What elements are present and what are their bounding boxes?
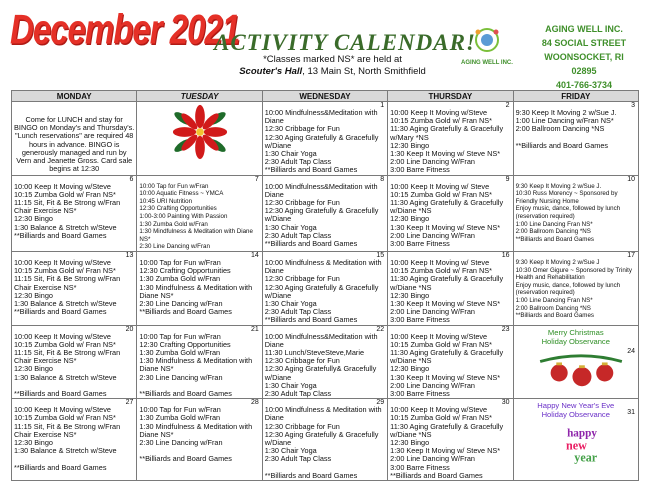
day-activities: 10:00 Mindfulness&Meditation with Diane 11:30 Lunch/SteveSteve,Marie 12:30 Cribbage for Fun 12:30 Aging Gratefully& Gracefully w/Diane 1:30 Chair Yoga 2:30 Adult Tap Class: [264, 331, 378, 399]
day-cell: [513, 175, 638, 251]
day-activities: 9:30 Keep It Moving 2 w/Sue J 10:30 Omer Gigure ~ Sponsored by Trinity Health and Rehabilitation Enjoy music, dance, followed by lunch (reservation required) 1:00 Line Dancing Fran NS* 2:00 Ballroom Dancing *NS **Billiards and Board Games: [515, 258, 632, 320]
day-header-thursday: THURSDAY: [388, 91, 513, 102]
day-cell: [513, 102, 638, 176]
day-number: 31: [627, 409, 635, 417]
day-cell: [12, 175, 137, 251]
svg-text:new: new: [565, 438, 587, 453]
day-number: 6: [129, 175, 134, 183]
day-number: 8: [380, 175, 385, 183]
day-cell: [137, 175, 262, 251]
logo-text: AGING WELL INC.: [461, 60, 513, 66]
new-year-observance-label: Holiday Observance: [541, 410, 610, 420]
day-number: 2: [505, 102, 510, 109]
day-activities: 10:00 Mindfulness & Meditation with Diane 12:30 Cribbage for Fun 12:30 Aging Gratefully & Gracefully w/Diane 1:30 Chair Yoga 2:30 Adult Tap Class **Billiards and Board Games: [264, 405, 382, 480]
day-cell: [262, 102, 387, 176]
day-activities: 10:00 Keep It Moving w/Steve 10:15 Zumba Gold w/ Fran NS* 11:15 Sit, Fit & Be Strong w/Fran Chair Exercise NS* 12:30 Bingo 1:30 Balance & Stretch w/Steve **Billiards and Board Games: [14, 405, 121, 472]
org-city: WOONSOCKET, RI: [544, 52, 624, 62]
day-number: 14: [250, 251, 259, 259]
day-cell: [137, 251, 262, 325]
day-activities: 10:00 Keep It Moving w/Steve 10:15 Zumba Gold w/ Fran NS* 11:30 Aging Gratefully & Gracefully w/Diane *NS 12:30 Bingo 1:30 Keep It Moving w/ Steve NS* 2:00 Line Dancing W/Fran 3:00 Barre Fitness **Billiards and Board Games: [390, 405, 504, 480]
day-number: 21: [250, 325, 259, 333]
day-activities: 9:30 Keep It Moving 2 w/Sue J. 10:30 Russ Morency ~ Sponsored by Friendly Nursing Home Enjoy music, dance, followed by lunch (reservation required) 1:00 Line Dancing Fran NS* 2:00 Ballroom Dancing *NS **Billiards and Board Games: [515, 182, 621, 243]
org-street: 84 SOCIAL STREET: [541, 38, 627, 48]
day-activities: 10:00 Tap for Fun w/Fran 12:30 Crafting Opportunities 1:30 Zumba Gold w/Fran 1:30 Mindfulness & Meditation with Diane NS* 2:30 Line Dancing w/Fran **Billiards and Board Games: [139, 257, 253, 317]
day-number: 3: [631, 102, 635, 109]
day-activities: 10:00 Keep It Moving w/ Steve 10:15 Zumba Gold w/ Fran NS* 11:30 Aging Gratefully & Gracefully w/Diane *NS 12:30 Bingo 1:30 Keep It Moving w/ Steve NS* 2:00 Line Dancing W/Fran 3:00 Barre Fitness: [390, 181, 504, 249]
day-activities: 10:00 Keep It Moving w/Steve 10:15 Zumba Gold w/ Fran NS* 11:30 Aging Gratefully & Gracefully w/Diane *NS 12:30 Bingo 1:30 Keep It Moving w/ Steve NS* 2:00 Line Dancing W/Fran 3:00 Barre Fitness: [390, 331, 504, 399]
day-number: 27: [125, 399, 134, 407]
day-number: 9: [505, 175, 510, 183]
week-row: [12, 325, 639, 399]
day-activities: 9:30 Keep It Moving 2 w/Sue J. 1:00 Line Dancing w/Fran NS* 2:00 Ballroom Dancing *NS **Billiards and Board Games: [515, 108, 617, 150]
day-activities: 10:00 Keep It Moving w/Steve 10:15 Zumba Gold w/ Fran NS* 11:15 Sit, Fit & Be Strong w/Fran Chair Exercise NS* 12:30 Bingo 1:30 Balance & Stretch w/Steve **Billiards and Board Games: [14, 331, 121, 399]
day-number: 24: [627, 347, 635, 355]
day-cell: [513, 251, 638, 325]
subtitle-location: [225, 66, 440, 78]
org-zip: 02895: [571, 66, 597, 76]
day-cell: [137, 102, 262, 176]
location-address: , 13 Main St, North Smithfield: [302, 66, 426, 77]
day-cell: [388, 251, 513, 325]
calendar-grid: [11, 90, 639, 481]
day-activities: 10:00 Mindfulness&Meditation with Diane 12:30 Cribbage for Fun 12:30 Aging Gratefully & Gracefully w/Diane 1:30 Chair Yoga 2:30 Adult Tap Class **Billiards and Board Games: [264, 108, 379, 175]
day-header-friday: FRIDAY: [513, 91, 638, 102]
day-cell: [262, 325, 387, 399]
day-cell: [513, 399, 638, 481]
day-activities: 10:00 Mindfulness & Meditation with Diane 12:30 Cribbage for Fun 12:30 Aging Gratefully & Gracefully w/Diane 1:30 Chair Yoga 2:30 Adult Tap Class **Billiards and Board Games: [264, 257, 382, 325]
day-number: 29: [376, 399, 385, 407]
day-cell: [12, 102, 137, 176]
day-cell: [388, 399, 513, 481]
day-number: 7: [254, 175, 259, 183]
day-number: 30: [501, 399, 510, 407]
location-name: Scouter's Hall: [239, 66, 303, 77]
day-activities: 10:00 Keep It Moving w/Steve 10:15 Zumba Gold w/ Fran NS* 11:30 Aging Gratefully & Gracefully w/Mary *NS 12:30 Bingo 1:30 Keep It Moving w/ Steve NS* 2:00 Line Dancing W/Fran 3:00 Barre Fitness: [390, 108, 504, 175]
day-cell: [137, 399, 262, 481]
day-number: 15: [376, 251, 385, 259]
day-cell: [12, 399, 137, 481]
day-activities: 10:00 Keep It Moving w/ Steve 10:15 Zumba Gold w/ Fran NS* 11:30 Aging Gratefully & Gracefully w/Diane *NS 12:30 Bingo 1:30 Keep It Moving w/ Steve NS* 2:00 Line Dancing W/Fran 3:00 Barre Fitness: [390, 257, 504, 325]
organization-address: [524, 22, 644, 92]
weekday-header-row: [12, 91, 639, 102]
calendar-title: ACTIVITY CALENDAR!: [214, 30, 476, 55]
day-number: 20: [125, 325, 134, 333]
day-header-wednesday: WEDNESDAY: [262, 91, 387, 102]
day-cell: [262, 175, 387, 251]
day-cell: [513, 325, 638, 399]
day-activities: 10:00 Keep It Moving w/Steve 10:15 Zumba Gold w/ Fran NS* 11:15 Sit, Fit & Be Strong w/Fran Chair Exercise NS* 12:30 Bingo 1:30 Balance & Stretch w/Steve **Billiards and Board Games: [14, 257, 121, 317]
day-activities: 10:00 Mindfulness&Meditation with Diane 12:30 Cribbage for Fun 12:30 Aging Gratefully & Gracefully w/Diane 1:30 Chair Yoga 2:30 Adult Tap Class **Billiards and Board Games: [264, 181, 379, 249]
day-header-tuesday: TUESDAY: [137, 91, 262, 102]
day-number: 17: [627, 251, 635, 259]
day-number: 23: [501, 325, 510, 333]
day-activities: 10:00 Tap for Fun w/Fran 1:30 Zumba Gold w/Fran 1:30 Mindfulness & Meditation with Diane NS* 2:30 Line Dancing w/Fran **Billiards and Board Games: [139, 405, 253, 464]
day-cell: [262, 251, 387, 325]
happy-new-year-image: [554, 422, 610, 464]
day-cell: [12, 325, 137, 399]
day-number: 1: [380, 102, 385, 109]
calendar-subtitle: [225, 54, 440, 78]
christmas-observance-label: Holiday Observance: [541, 336, 610, 346]
week-row: [12, 399, 639, 481]
christmas-observance: [516, 326, 636, 346]
day-activities: 10:00 Keep It Moving w/Steve 10:15 Zumba Gold w/ Fran NS* 11:15 Sit, Fit & Be Strong w/Fran Chair Exercise NS* 12:30 Bingo 1:30 Balance & Stretch w/Steve **Billiards and Board Games: [14, 181, 121, 240]
day-number: 16: [501, 251, 510, 259]
day-cell: [137, 325, 262, 399]
day-number: 28: [250, 399, 259, 407]
day-cell: [388, 102, 513, 176]
new-year-observance: [516, 399, 636, 419]
day-header-monday: MONDAY: [12, 91, 137, 102]
day-number: 10: [627, 175, 635, 183]
day-activities: 10:00 Tap for Fun w/Fran 12:30 Crafting Opportunities 1:30 Zumba Gold w/Fran 1:30 Mindfulness & Meditation with Diane NS* 2:30 Line Dancing w/Fran **Billiards and Board Games: [139, 331, 253, 399]
aging-well-logo: [458, 24, 516, 70]
svg-text:year: year: [573, 450, 597, 465]
svg-text:happy: happy: [566, 427, 597, 440]
christmas-ornaments-image: [538, 352, 624, 390]
day-cell: [388, 325, 513, 399]
org-name: AGING WELL INC.: [545, 24, 623, 34]
day-cell: [388, 175, 513, 251]
christmas-greeting: Merry Christmas: [547, 327, 604, 337]
week-row: [12, 102, 639, 176]
day-cell: [12, 251, 137, 325]
lunch-bingo-note: Come for LUNCH and stay for BINGO on Monday's and Thursday's. "Lunch reservations" are required 48 hours in advance. BINGO is generously managed and run by Vern and Jeanette Gross. Card sale begins at 12:30: [14, 115, 135, 174]
week-row: [12, 251, 639, 325]
day-number: 13: [125, 251, 134, 259]
day-activities: 10:00 Tap for Fun w/Fran 10:00 Aquatic Fitness ~ YMCA 10:45 URI Nutrition 12:30 Crafting Opportunities 1:00-3:00 Painting With Passion 1:30 Zumba Gold w/Fran 1:30 Mindfulness & Meditation with Diane NS* 2:30 Line Dancing w/Fran: [139, 182, 253, 251]
subtitle-line: *Classes marked NS* are held at: [263, 54, 402, 65]
poinsettia-image: [171, 104, 229, 160]
week-row: [12, 175, 639, 251]
month-title: December 2021: [10, 6, 240, 53]
new-year-greeting: Happy New Year's Eve: [537, 401, 615, 411]
day-number: 22: [376, 325, 385, 333]
day-cell: [262, 399, 387, 481]
org-phone: 401-766-3734: [555, 80, 613, 90]
